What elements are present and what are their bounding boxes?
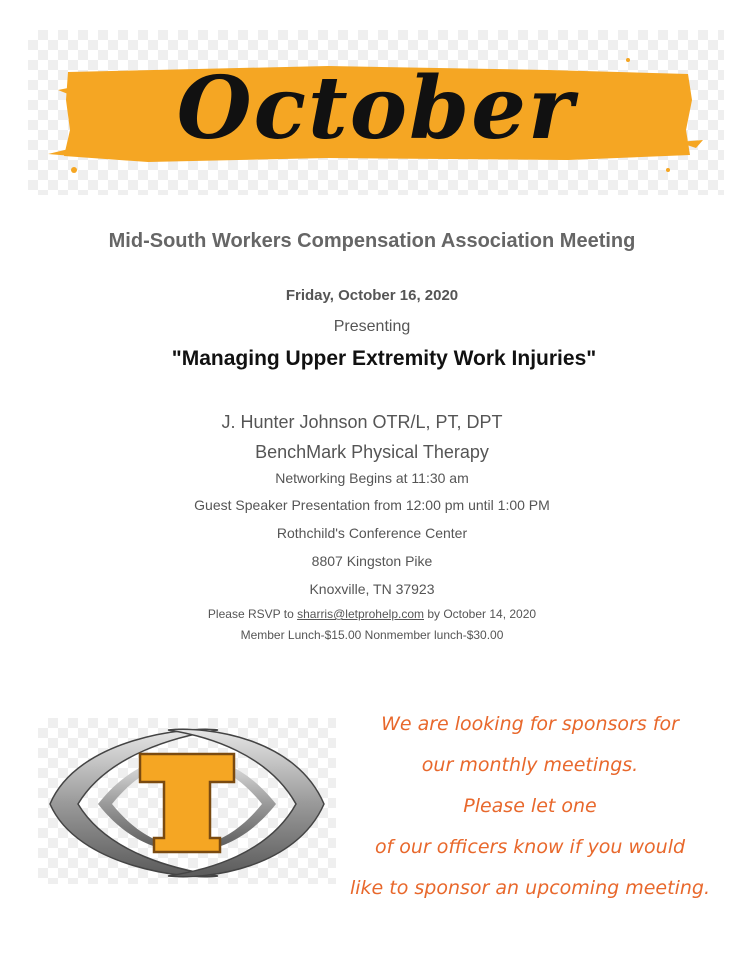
sponsor-message: [330, 704, 730, 909]
football-icon: [38, 718, 336, 884]
presenting-label: Presenting: [333, 318, 411, 335]
lunch-prices: Member Lunch-$15.00 Nonmember lunch-$30.00: [240, 628, 504, 642]
october-banner: [28, 30, 724, 195]
meeting-date: Friday, October 16, 2020: [285, 287, 459, 304]
networking-time: Networking Begins at 11:30 am: [275, 470, 469, 486]
organization-title: Mid-South Workers Compensation Association Meeting: [108, 230, 636, 252]
sponsor-line: Please let one: [463, 795, 597, 817]
talk-title: "Managing Upper Extremity Work Injuries": [171, 347, 597, 370]
guest-speaker-time: Guest Speaker Presentation from 12:00 pm until 1:00 PM: [194, 497, 550, 513]
speaker-company: BenchMark Physical Therapy: [255, 442, 489, 462]
sponsor-line: our monthly meetings.: [421, 754, 639, 776]
venue-name: Rothchild's Conference Center: [276, 525, 468, 541]
speaker-name: J. Hunter Johnson OTR/L, PT, DPT: [221, 412, 503, 432]
rsvp-email-link[interactable]: sharris@letprohelp.com: [297, 607, 424, 621]
venue-street: 8807 Kingston Pike: [311, 553, 433, 569]
rsvp-suffix: by October 14, 2020: [424, 607, 537, 621]
sponsor-line: like to sponsor an upcoming meeting.: [350, 877, 710, 899]
sponsor-line: of our officers know if you would: [374, 836, 686, 858]
banner-month-title: October: [176, 58, 576, 159]
rsvp-prefix: Please RSVP to: [207, 607, 298, 621]
venue-city: Knoxville, TN 37923: [309, 581, 435, 597]
rsvp-line: [0, 607, 744, 621]
football-t-logo: [38, 718, 336, 884]
sponsor-line: We are looking for sponsors for: [381, 713, 679, 735]
